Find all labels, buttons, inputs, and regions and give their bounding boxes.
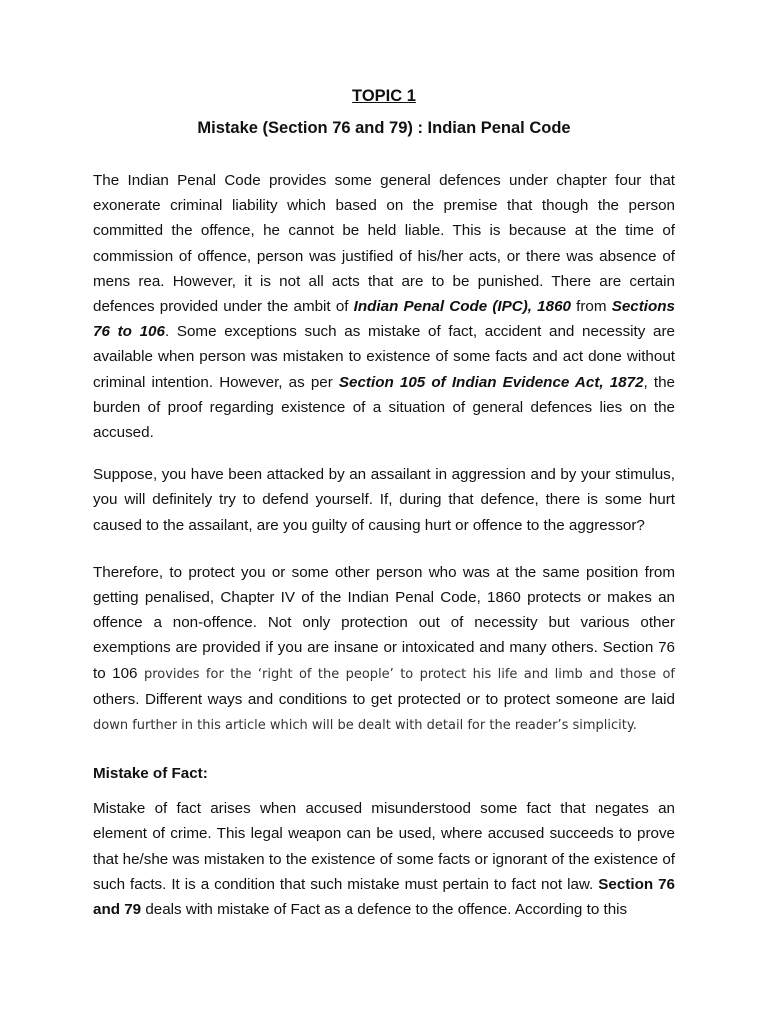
intro-text-2: from <box>570 298 612 316</box>
document-title: Mistake (Section 76 and 79) : Indian Penal Code <box>197 119 571 137</box>
document-page <box>93 84 675 922</box>
intro-text-1: The Indian Penal Code provides some general defences under chapter four that exonerate criminal liability which based on the premise that though the person committed the offence, he cannot be held liable. This is because at the time of commission of offence, person was justified of his/her acts, or there was absence of mens rea. However, it is not all acts that are to be punished. There are certain defences provided under the ambit of <box>93 172 675 316</box>
paragraph-intro <box>93 168 675 445</box>
mistake-text-1: Mistake of fact arises when accused misunderstood some fact that negates an element of crime. This legal weapon can be used, where accused succeeds to prove that he/she was mistaken to the existence of some facts or ignorant of the existence of such facts. It is a condition that such mistake must pertain to fact not law. <box>93 800 675 893</box>
sections-emphasis: Sections 76 to 106 <box>93 298 675 341</box>
protection-text-1: Therefore, to protect you or some other person who was at the same position from getting penalised, Chapter IV of the Indian Penal Code, 1860 protects or makes an offence a non-offence. Not only protection out of necessity but various other exemptions are provided if you are insane or intoxicated and many others. Section 76 to 106 <box>93 563 675 682</box>
mistake-text-2: deals with mistake of Fact as a defence to the offence. According to this <box>141 901 628 919</box>
intro-text-3: . Some exceptions such as mistake of fact, accident and necessity are available when person was mistaken to existence of some facts and act done without criminal intention. However, as per <box>93 323 675 391</box>
protection-soft-text-1: provides for the ‘right of the people’ to protect his life and limb and those of <box>143 666 675 682</box>
evidence-act-emphasis: Section 105 of Indian Evidence Act, 1872 <box>338 373 644 391</box>
paragraph-example: Suppose, you have been attacked by an assailant in aggression and by your stimulus, you will definitely try to defend yourself. If, during that defence, there is some hurt caused to the assailant, are you guilty of causing hurt or offence to the aggressor? <box>93 466 675 534</box>
intro-text-4: , the burden of proof regarding existence of a situation of general defences lies on the accused. <box>93 373 675 442</box>
ipc-emphasis: Indian Penal Code (IPC), 1860 <box>353 298 571 316</box>
protection-soft-text-2: down further in this article which will be dealt with detail for the reader’s simplicity. <box>93 718 637 734</box>
section-heading-mistake-of-fact: Mistake of Fact: <box>93 765 208 783</box>
protection-text-2: others. Different ways and conditions to get protected or to protect someone are laid <box>93 690 675 708</box>
paragraph-protection <box>93 560 675 738</box>
section-76-79-bold: Section 76 and 79 <box>93 875 675 919</box>
topic-heading: TOPIC 1 <box>352 87 416 105</box>
paragraph-mistake-of-fact <box>93 796 675 922</box>
